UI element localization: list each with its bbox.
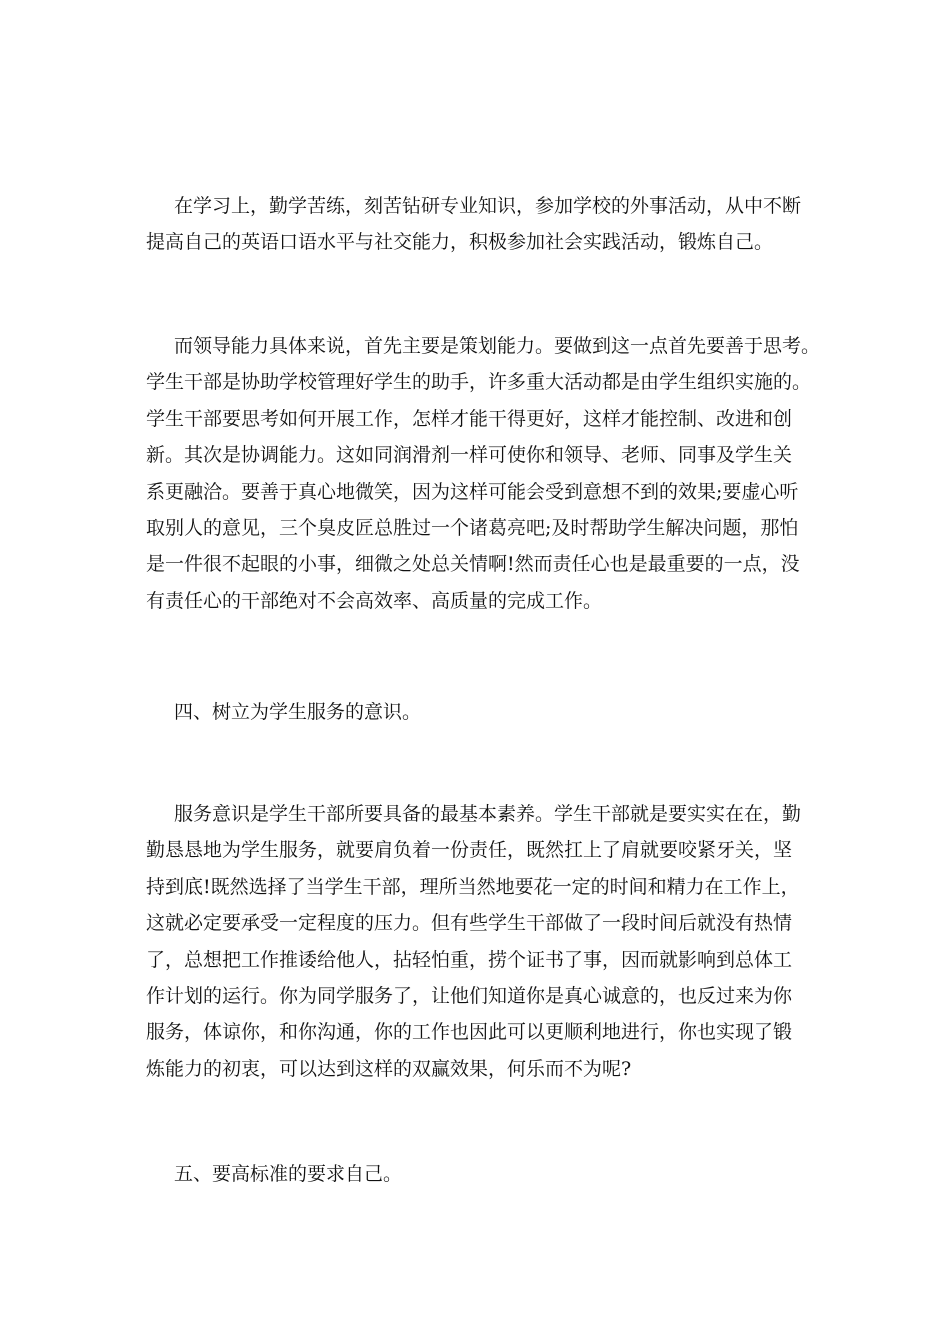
heading-text: 五、要高标准的要求自己。 [174,1163,403,1185]
text-line: 系更融洽。要善于真心地微笑，因为这样可能会受到意想不到的效果;要虚心听 [146,480,799,503]
paragraph-leadership [146,328,826,619]
text-line: 新。其次是协调能力。这如同润滑剂一样可使你和领导、老师、同事及学生关 [146,444,793,467]
paragraph-study [146,188,826,261]
text-line: 这就必定要承受一定程度的压力。但有些学生干部做了一段时间后就没有热情 [146,912,793,935]
text-line: 学生干部要思考如何开展工作，怎样才能干得更好，这样才能控制、改进和创 [146,407,793,430]
text-line: 勤恳恳地为学生服务，就要肩负着一份责任，既然扛上了肩就要咬紧牙关，坚 [146,839,793,862]
heading-text: 四、树立为学生服务的意识。 [174,701,422,723]
paragraph-service [146,796,826,1087]
text-line: 服务，体谅你，和你沟通，你的工作也因此可以更顺利地进行，你也实现了锻 [146,1021,793,1044]
text-line: 在学习上，勤学苦练，刻苦钻研专业知识，参加学校的外事活动，从中不断 [174,195,802,217]
section-heading-5 [146,1156,826,1192]
text-line: 学生干部是协助学校管理好学生的助手，许多重大活动都是由学生组织实施的。 [146,371,812,394]
text-line: 有责任心的干部绝对不会高效率、高质量的完成工作。 [146,589,603,612]
text-line: 提高自己的英语口语水平与社交能力，积极参加社会实践活动，锻炼自己。 [146,231,774,254]
text-line: 取别人的意见，三个臭皮匠总胜过一个诸葛亮吧;及时帮助学生解决问题，那怕 [146,517,799,540]
text-line: 是一件很不起眼的小事，细微之处总关情啊!然而责任心也是最重要的一点，没 [146,553,800,576]
text-line: 作计划的运行。你为同学服务了，让他们知道你是真心诚意的，也反过来为你 [146,985,793,1008]
section-heading-4 [146,694,826,730]
text-line: 了，总想把工作推诿给他人，拈轻怕重，捞个证书了事，因而就影响到总体工 [146,948,793,971]
text-line: 炼能力的初衷，可以达到这样的双赢效果，何乐而不为呢? [146,1057,632,1080]
text-line: 服务意识是学生干部所要具备的最基本素养。学生干部就是要实实在在，勤 [174,803,802,825]
text-line: 而领导能力具体来说，首先主要是策划能力。要做到这一点首先要善于思考。 [174,335,821,357]
text-line: 持到底!既然选择了当学生干部，理所当然地要花一定的时间和精力在工作上， [146,875,800,898]
